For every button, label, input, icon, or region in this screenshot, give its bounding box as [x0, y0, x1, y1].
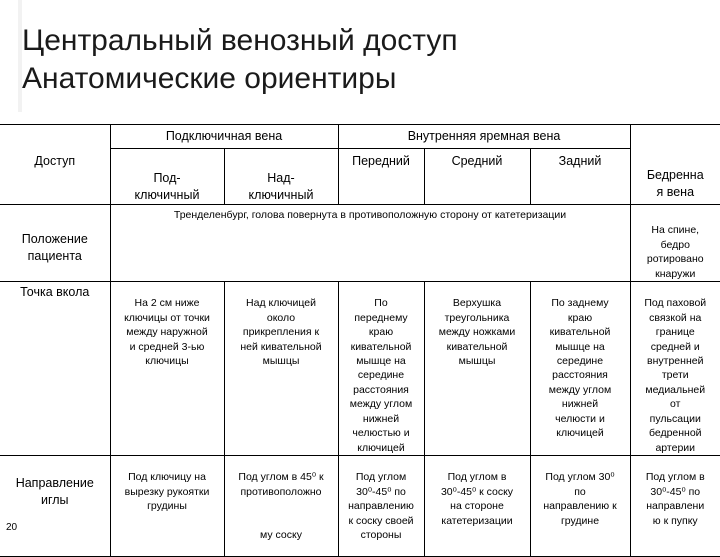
cell-puncture-subclavian-supra-text: Над ключицей около прикрепления к ней кивательной мышцы: [240, 297, 322, 368]
group-header-subclavian: [110, 125, 338, 149]
page-number: 20: [6, 522, 18, 533]
cell-direction-jugular-posterior-text: Под углом 30⁰ по направлению к грудине: [543, 471, 617, 527]
title-line-2: Анатомические ориентиры: [22, 62, 397, 95]
cell-puncture-femoral: [630, 282, 720, 456]
cell-direction-jugular-posterior: [530, 455, 630, 556]
column-header-jugular-posterior-label: Задний: [558, 154, 602, 168]
group-header-jugular: [338, 125, 630, 149]
row-label-position-text: Положение пациента: [21, 232, 88, 263]
cell-puncture-jugular-anterior-text: По переднему краю кивательной мышце на середине расстояния между углом нижней челюстью и ключицей: [349, 297, 413, 454]
row-label-direction: [0, 455, 110, 556]
cell-puncture-jugular-posterior: [530, 282, 630, 456]
cell-direction-subclavian-supra: [224, 455, 338, 556]
column-header-subclavian-sub: [110, 149, 224, 205]
cell-puncture-jugular-middle-text: Верхушка треугольника между ножками кивательной мышцы: [438, 297, 516, 368]
cell-direction-jugular-middle: [424, 455, 530, 556]
column-header-jugular-anterior: [338, 149, 424, 205]
group-header-jugular-label: Внутренняя яремная вена: [407, 129, 561, 143]
column-header-access-label: Доступ: [34, 153, 76, 168]
cell-puncture-subclavian-supra: [224, 282, 338, 456]
column-header-jugular-middle: [424, 149, 530, 205]
cell-puncture-jugular-middle: [424, 282, 530, 456]
row-label-position: [0, 205, 110, 282]
cell-direction-jugular-middle-text: Под углом в 30⁰-45⁰ к соску на стороне катетеризации: [440, 471, 514, 527]
cell-direction-jugular-anterior-text: Под углом 30⁰-45⁰ по направлению к соску своей стороны: [348, 471, 414, 541]
column-header-femoral-label: Бедренна я вена: [646, 168, 704, 199]
column-header-subclavian-sub-label: Под- ключичный: [134, 171, 200, 202]
row-label-direction-text: Направление иглы: [15, 475, 94, 507]
column-header-jugular-anterior-label: Передний: [352, 154, 410, 168]
row-label-puncture: [0, 282, 110, 456]
title-line-1: Центральный венозный доступ: [22, 24, 458, 57]
cell-position-trendelenburg-text: Тренделенбург, голова повернута в противоположную сторону от катетеризации: [173, 209, 567, 221]
cell-puncture-jugular-posterior-text: По заднему краю кивательной мышце на середине расстояния между углом нижней челюсти и ключицей: [548, 297, 612, 440]
column-header-subclavian-supra-label: Над- ключичный: [248, 171, 314, 202]
column-header-jugular-middle-label: Средний: [451, 154, 503, 168]
cell-direction-jugular-anterior: [338, 455, 424, 556]
column-header-access: [0, 149, 110, 205]
table-row: [0, 205, 720, 282]
column-header-jugular-posterior: [530, 149, 630, 205]
column-header-subclavian-supra: [224, 149, 338, 205]
row-label-puncture-text: Точка вкола: [20, 285, 90, 300]
cell-direction-subclavian-supra-text-1: Под углом в 45⁰ к противоположно: [238, 471, 324, 498]
cell-puncture-subclavian-sub-text: На 2 см ниже ключицы от точки между наружной и средней 3-ью ключицы: [124, 297, 210, 368]
cell-puncture-femoral-text: Под паховой связкой на границе средней и внутренней трети медиальней от пульсации бедренной артерии: [644, 297, 707, 454]
central-venous-access-table: [0, 124, 720, 557]
cell-position-femoral-text: На спине, бедро ротировано кнаружи: [646, 224, 704, 280]
header-corner: [0, 125, 110, 149]
cell-direction-femoral: [630, 455, 720, 556]
cell-direction-femoral-text: Под углом в 30⁰-45⁰ по направлени ю к пупку: [645, 471, 705, 527]
cell-puncture-jugular-anterior: [338, 282, 424, 456]
cell-direction-subclavian-sub-text: Под ключицу на вырезку рукоятки грудины: [124, 471, 210, 513]
column-header-femoral: [630, 125, 720, 205]
slide-title: [22, 22, 458, 98]
cell-direction-subclavian-supra-text-2: му соску: [260, 528, 302, 541]
group-header-subclavian-label: Подключичная вена: [165, 129, 283, 143]
cell-position-femoral: [630, 205, 720, 282]
cell-position-trendelenburg: [110, 205, 630, 282]
table-row: [0, 455, 720, 556]
cell-direction-subclavian-sub: [110, 455, 224, 556]
cell-puncture-subclavian-sub: [110, 282, 224, 456]
table-row: [0, 282, 720, 456]
